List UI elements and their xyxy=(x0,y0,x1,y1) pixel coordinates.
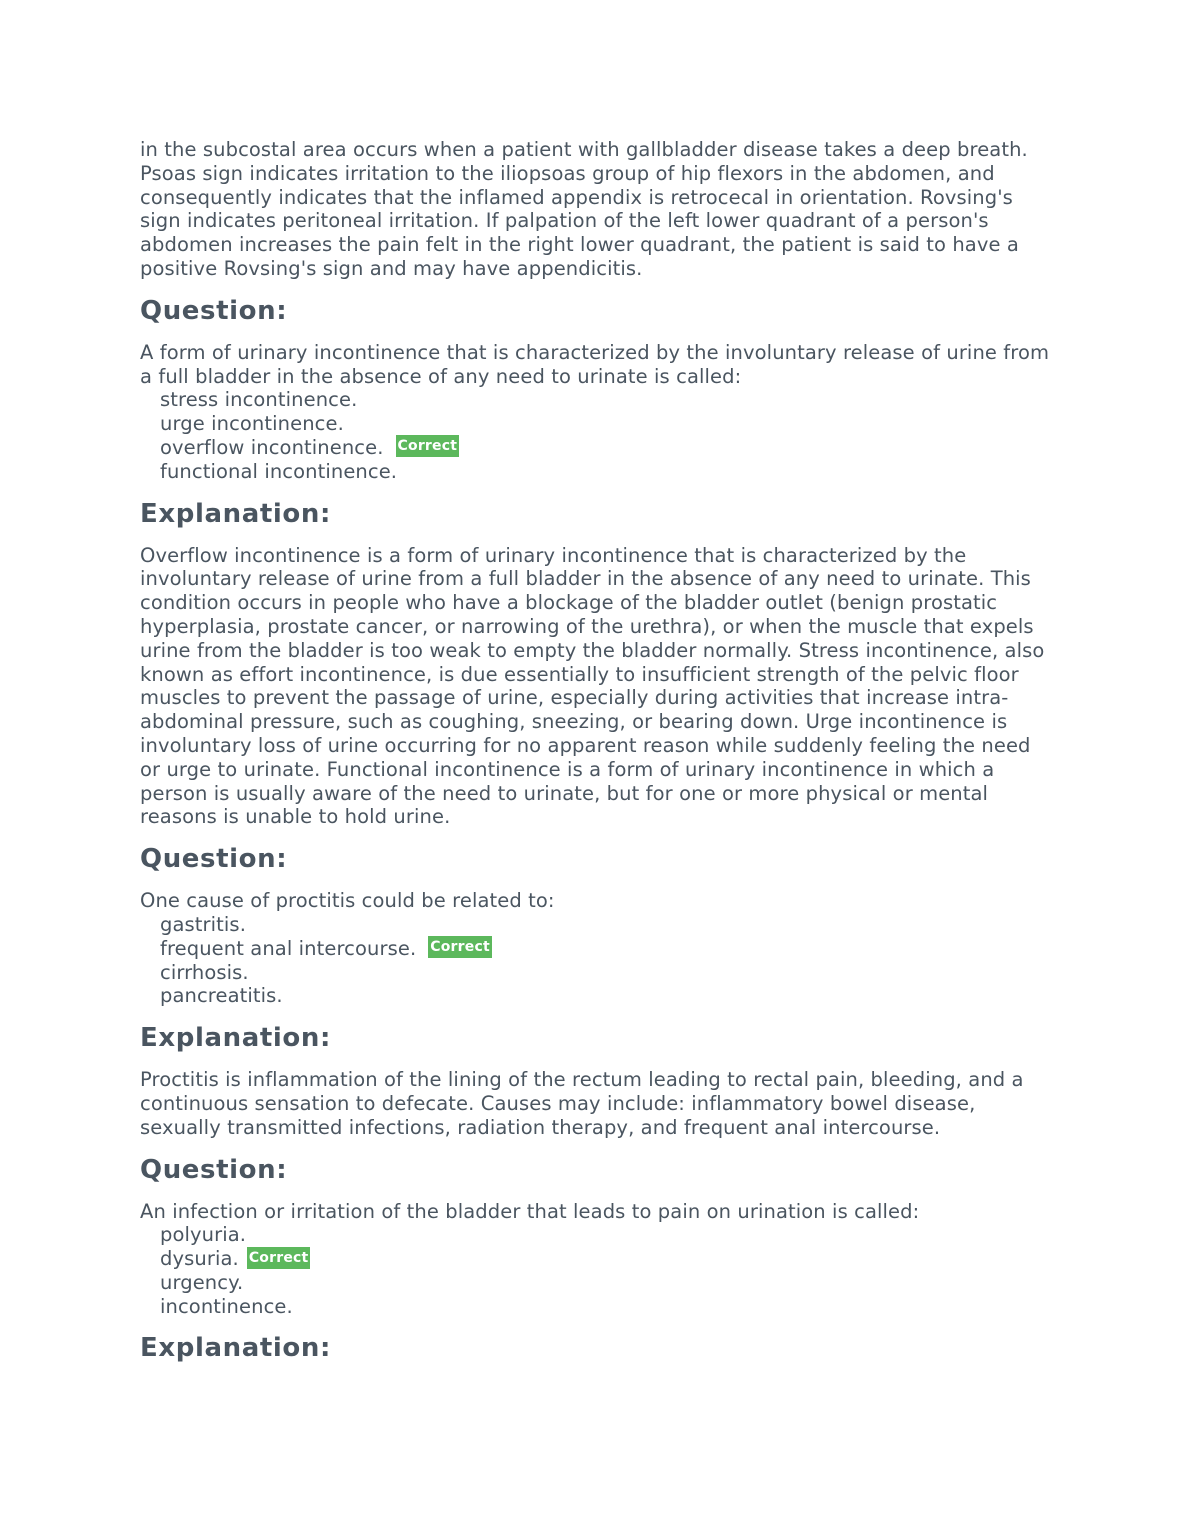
answer-option-correct xyxy=(160,937,1050,961)
answer-option xyxy=(160,1223,1050,1247)
answer-option-text: incontinence. xyxy=(160,1294,293,1318)
question-block-1 xyxy=(140,295,1050,829)
answer-option-correct xyxy=(160,436,1050,460)
question-block-3 xyxy=(140,1154,1050,1365)
question-heading: Question: xyxy=(140,295,288,326)
answer-option-text: stress incontinence. xyxy=(160,388,358,412)
question-prompt: An infection or irritation of the bladder that leads to pain on urination is called: xyxy=(140,1199,920,1223)
answer-option-text: urgency. xyxy=(160,1270,244,1294)
answer-option-correct xyxy=(160,1247,1050,1271)
answer-option-text: gastritis. xyxy=(160,912,246,936)
explanation-text: Proctitis is inflammation of the lining of the rectum leading to rectal pain, bleeding, and a continuous sensation to defecate. Causes may include: inflammatory bowel disease, sexually transmitted infections, radiation therapy, and frequent anal intercourse. xyxy=(140,1068,1024,1139)
answer-option xyxy=(160,1271,1050,1295)
answer-option-text: dysuria. xyxy=(160,1247,239,1271)
answer-option xyxy=(160,961,1050,985)
answer-option xyxy=(160,388,1050,412)
question-prompt: A form of urinary incontinence that is characterized by the involuntary release of urine from a full bladder in the absence of any need to urinate is called: xyxy=(140,340,1050,388)
question-heading: Question: xyxy=(140,1154,288,1185)
intro-paragraph: in the subcostal area occurs when a patient with gallbladder disease takes a deep breath. Psoas sign indicates irritation to the iliopsoas group of hip flexors in the abdomen, and consequently indicates that the inflamed appendix is retrocecal in orientation. Rovsing's sign indicates peritoneal irritation. If palpation of the left lower quadrant of a person's abdomen increases the pain felt in the right lower quadrant, the patient is said to have a positive Rovsing's sign and may have appendicitis. xyxy=(140,138,1028,280)
answer-option-text: cirrhosis. xyxy=(160,960,249,984)
answer-options xyxy=(140,388,1050,483)
answer-options xyxy=(140,913,1050,1008)
explanation-text: Overflow incontinence is a form of urinary incontinence that is characterized by the involuntary release of urine from a full bladder in the absence of any need to urinate. This condition occurs in people who have a blockage of the bladder outlet (benign prostatic hyperplasia, prostate cancer, or narrowing of the urethra), or when the muscle that expels urine from the bladder is too weak to empty the bladder normally. Stress incontinence, also known as effort incontinence, is due essentially to insufficient strength of the pelvic floor muscles to prevent the passage of urine, especially during activities that increase intra-abdominal pressure, such as coughing, sneezing, or bearing down. Urge incontinence is involuntary loss of urine occurring for no apparent reason while suddenly feeling the need or urge to urinate. Functional incontinence is a form of urinary incontinence in which a person is usually aware of the need to urinate, but for one or more physical or mental reasons is unable to hold urine. xyxy=(140,543,1045,829)
answer-option xyxy=(160,913,1050,937)
question-prompt: One cause of proctitis could be related to: xyxy=(140,889,555,913)
document-page xyxy=(140,138,1050,1378)
answer-option-text: functional incontinence. xyxy=(160,459,398,483)
explanation-heading: Explanation: xyxy=(140,1023,331,1054)
question-block-2 xyxy=(140,843,1050,1139)
answer-option xyxy=(160,1295,1050,1319)
answer-option-text: overflow incontinence. xyxy=(160,435,384,459)
explanation-heading: Explanation: xyxy=(140,1333,331,1364)
answer-options xyxy=(140,1223,1050,1318)
answer-option-text: urge incontinence. xyxy=(160,412,344,436)
question-heading: Question: xyxy=(140,844,288,875)
answer-option xyxy=(160,460,1050,484)
answer-option-text: frequent anal intercourse. xyxy=(160,936,417,960)
explanation-heading: Explanation: xyxy=(140,498,331,529)
correct-badge: Correct xyxy=(396,435,460,457)
correct-badge: Correct xyxy=(247,1247,311,1269)
answer-option-text: pancreatitis. xyxy=(160,984,283,1008)
correct-badge: Correct xyxy=(428,936,492,958)
answer-option xyxy=(160,984,1050,1008)
answer-option-text: polyuria. xyxy=(160,1223,247,1247)
answer-option xyxy=(160,412,1050,436)
